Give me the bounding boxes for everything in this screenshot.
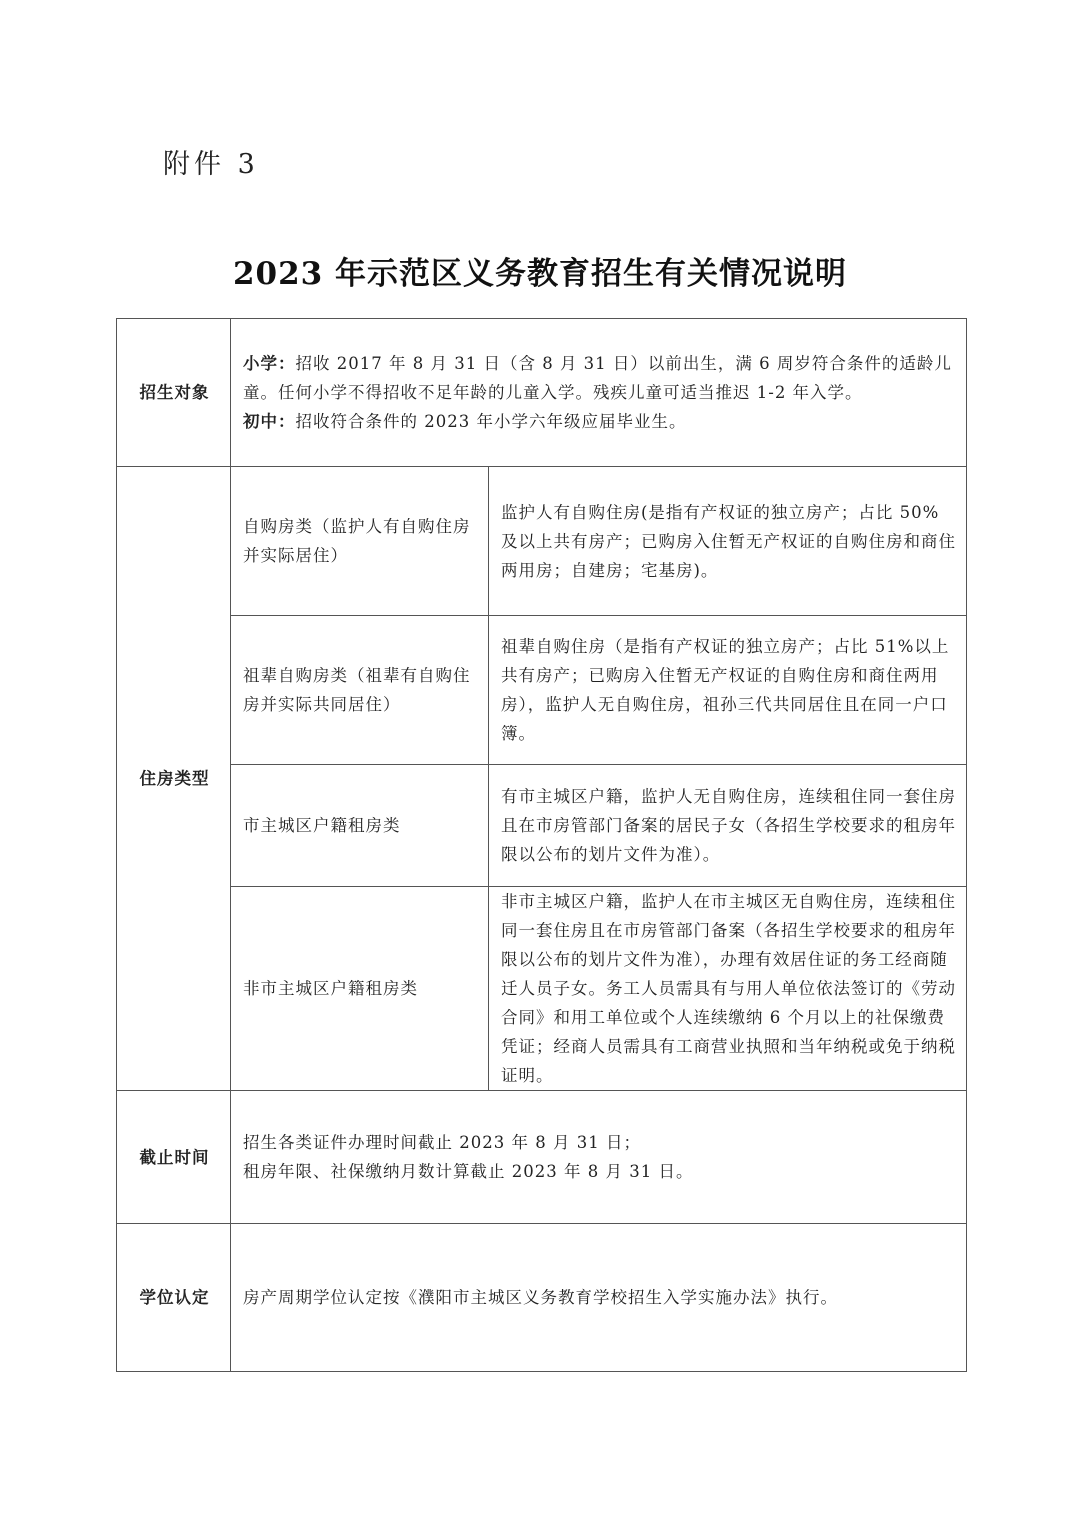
deadline-line-2: 租房年限、社保缴纳月数计算截止 2023 年 8 月 31 日。 — [243, 1162, 694, 1181]
housing-row-1 — [117, 467, 967, 616]
housing-description-1: 监护人有自购住房(是指有产权证的独立房产；占比 50%及以上共有房产；已购房入住暂无产权证的自购住房和商住两用房；自建房；宅基房)。 — [489, 467, 967, 616]
housing-category-2: 祖辈自购房类（祖辈有自购住房并实际共同居住） — [231, 616, 489, 765]
attachment-label: 附件 3 — [163, 149, 259, 180]
deadline-row — [117, 1091, 967, 1224]
middle-school-text: 招收符合条件的 2023 年小学六年级应届毕业生。 — [295, 412, 687, 431]
housing-row-2 — [117, 616, 967, 765]
deadline-label: 截止时间 — [117, 1091, 231, 1224]
degree-recognition-label: 学位认定 — [117, 1224, 231, 1372]
housing-description-2: 祖辈自购住房（是指有产权证的独立房产；占比 51%以上共有房产；已购房入住暂无产权证的自购住房和商住两用房），监护人无自购住房，祖孙三代共同居住且在同一户口簿。 — [489, 616, 967, 765]
housing-category-1: 自购房类（监护人有自购住房并实际居住） — [231, 467, 489, 616]
enrollment-target-content — [231, 319, 967, 467]
housing-description-3: 有市主城区户籍，监护人无自购住房，连续租住同一套住房且在市房管部门备案的居民子女（各招生学校要求的租房年限以公布的划片文件为准）。 — [489, 765, 967, 887]
enrollment-target-label: 招生对象 — [117, 319, 231, 467]
housing-description-4: 非市主城区户籍，监护人在市主城区无自购住房，连续租住同一套住房且在市房管部门备案（各招生学校要求的租房年限以公布的划片文件为准），办理有效居住证的务工经商随迁人员子女。务工人员需具有与用人单位依法签订的《劳动合同》和用工单位或个人连续缴纳 6 个月以上的社保缴费凭证；经商人员需具有工商营业执照和当年纳税或免于纳税证明。 — [489, 887, 967, 1091]
document-title: 2023 年示范区义务教育招生有关情况说明 — [232, 256, 848, 292]
housing-category-3: 市主城区户籍租房类 — [231, 765, 489, 887]
housing-row-4 — [117, 887, 967, 1091]
degree-recognition-row — [117, 1224, 967, 1372]
deadline-line-1: 招生各类证件办理时间截止 2023 年 8 月 31 日； — [243, 1133, 641, 1152]
primary-school-paragraph — [243, 349, 956, 407]
info-table — [116, 318, 967, 1372]
housing-row-3 — [117, 765, 967, 887]
primary-school-text: 招收 2017 年 8 月 31 日（含 8 月 31 日）以前出生，满 6 周岁符合条件的适龄儿童。任何小学不得招收不足年龄的儿童入学。残疾儿童可适当推迟 1-2 年入学。 — [243, 354, 952, 402]
enrollment-target-row — [117, 319, 967, 467]
degree-recognition-text: 房产周期学位认定按《濮阳市主城区义务教育学校招生入学实施办法》执行。 — [231, 1224, 967, 1372]
primary-school-prefix: 小学： — [243, 354, 296, 373]
middle-school-prefix: 初中： — [243, 412, 296, 431]
deadline-content — [231, 1091, 967, 1224]
housing-category-4: 非市主城区户籍租房类 — [231, 887, 489, 1091]
middle-school-paragraph — [243, 407, 956, 436]
housing-type-label: 住房类型 — [117, 467, 231, 1091]
